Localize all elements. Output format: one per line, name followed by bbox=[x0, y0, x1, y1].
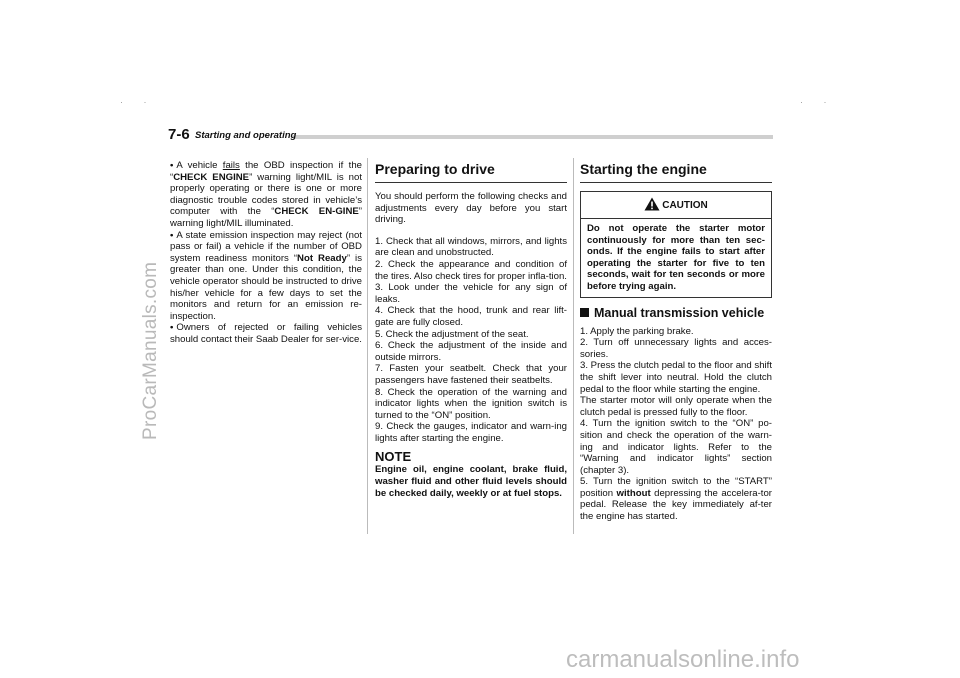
page-number: 7-6 bbox=[168, 126, 190, 143]
section-title: Starting and operating bbox=[195, 130, 297, 141]
step-8: 8. Check the operation of the warning and indicator lights when the ignition switch is turned to the “ON” position. bbox=[375, 386, 567, 421]
note-title: NOTE bbox=[375, 449, 412, 465]
warning-triangle-icon bbox=[644, 197, 660, 211]
crop-marks-left: · · bbox=[120, 97, 156, 107]
note-body: Engine oil, engine coolant, brake fluid, washer fluid and other fluid levels should be checked daily, weekly or at fuel stops. bbox=[375, 464, 567, 499]
start-step-3: 3. Press the clutch pedal to the floor and shift the shift lever into neutral. Hold the clutch pedal to the floor while starting the engine. bbox=[580, 360, 772, 395]
start-step-2: 2. Turn off unnecessary lights and acces-sories. bbox=[580, 337, 772, 360]
step-9: 9. Check the gauges, indicator and warn-ing lights after starting the engine. bbox=[375, 421, 567, 444]
subheading-manual-transmission: Manual transmission vehicle bbox=[580, 306, 772, 320]
column-3 bbox=[580, 160, 772, 523]
column-divider-2 bbox=[573, 158, 574, 534]
step-1: 1. Check that all windows, mirrors, and lights are clean and unobstructed. bbox=[375, 235, 567, 259]
bullet-obd-fail: • A vehicle fails the OBD inspection if the “CHECK ENGINE” warning light/MIL is not properly operating or there is one or more diagnostic trouble codes stored in vehicle’s computer with the “CHECK EN-GINE” warning light/MIL illuminated. bbox=[170, 160, 362, 230]
header-bar bbox=[293, 135, 773, 139]
column-1 bbox=[170, 160, 362, 346]
step-5: 5. Check the adjustment of the seat. bbox=[375, 328, 529, 340]
page-header bbox=[163, 126, 773, 146]
caution-header bbox=[581, 192, 771, 219]
caution-label: CAUTION bbox=[662, 200, 708, 211]
bullet-owners: • Owners of rejected or failing vehicles should contact their Saab Dealer for ser-vice. bbox=[170, 322, 362, 345]
bullet-state-emission: • A state emission inspection may reject (not pass or fail) a vehicle if the number of OBD system readiness monitors “Not Ready” is greater than one. Under this condition, the vehicle operator should be instructed to drive his/her vehicle for a few days to set the monitors and return for an emission re-inspection. bbox=[170, 230, 362, 323]
step-2: 2. Check the appearance and condition of the tires. Also check tires for proper infla-tion. bbox=[375, 258, 567, 282]
start-step-3-note: The starter motor will only operate when the clutch pedal is pressed fully to the floor. bbox=[580, 395, 772, 418]
start-step-5: 5. Turn the ignition switch to the “START” position without depressing the accelera-tor pedal. Release the key immediately af-ter the engine has started. bbox=[580, 476, 773, 523]
step-3: 3. Look under the vehicle for any sign of leaks. bbox=[375, 282, 567, 305]
column-divider-1 bbox=[367, 158, 368, 534]
step-6: 6. Check the adjustment of the inside and outside mirrors. bbox=[375, 340, 567, 363]
heading-preparing-to-drive: Preparing to drive bbox=[375, 160, 567, 183]
caution-text: Do not operate the starter motor continuously for more than ten sec-onds. If the engine fails to start after operating the starter for five to ten seconds, wait for ten seconds or more before trying again. bbox=[587, 223, 765, 292]
crop-marks-right: · · bbox=[800, 97, 836, 107]
start-step-1: 1. Apply the parking brake. bbox=[580, 325, 694, 337]
watermark-bottom: carmanualsonline.info bbox=[566, 646, 800, 673]
heading-starting-the-engine: Starting the engine bbox=[580, 160, 772, 183]
watermark-left: ProCarManuals.com bbox=[140, 261, 161, 440]
caution-box bbox=[580, 191, 772, 298]
intro-paragraph: You should perform the following checks and adjustments every day before you start driving. bbox=[375, 191, 567, 226]
column-2 bbox=[375, 160, 567, 499]
step-7: 7. Fasten your seatbelt. Check that your passengers have fastened their seatbelts. bbox=[375, 363, 567, 386]
square-bullet-icon bbox=[580, 308, 589, 317]
step-4: 4. Check that the hood, trunk and rear lift-gate are fully closed. bbox=[375, 305, 567, 328]
start-step-4: 4. Turn the ignition switch to the “ON” po-sition and check the operation of the warn-ing and indicator lights. Refer to the “Warning and indicator lights” section (chapter 3). bbox=[580, 418, 772, 476]
